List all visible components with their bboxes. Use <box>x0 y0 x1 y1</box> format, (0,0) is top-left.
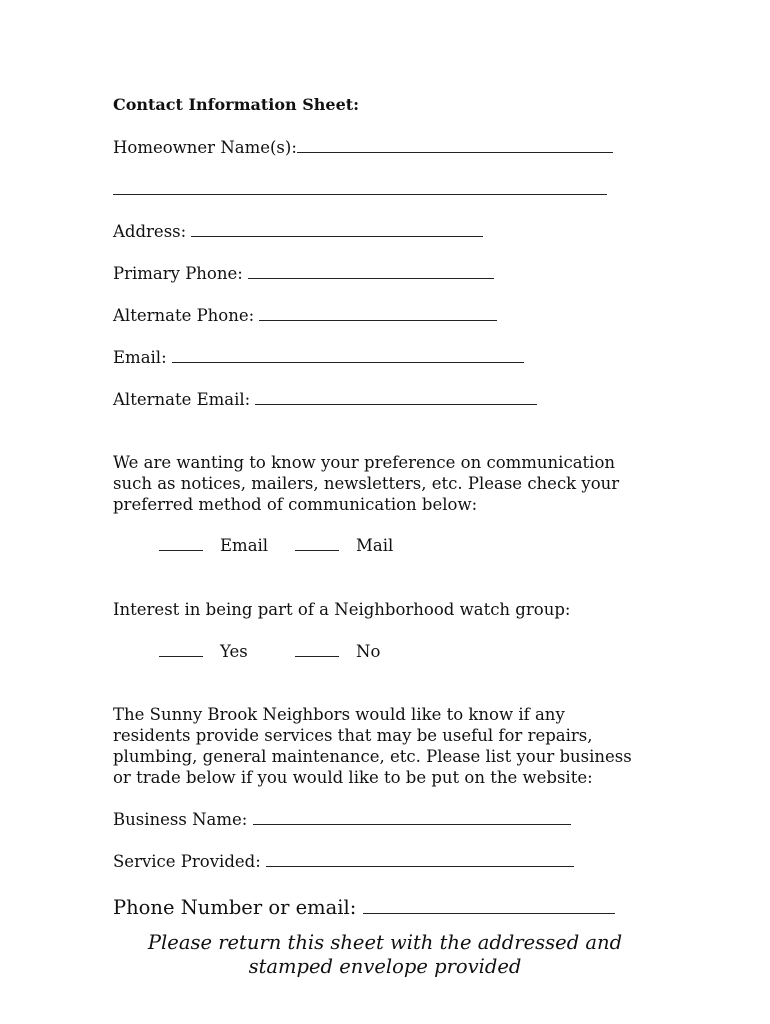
business-name-label: Business Name: <box>113 810 248 829</box>
address-field[interactable] <box>191 222 483 237</box>
return-instructions <box>100 931 670 979</box>
email-checkbox-blank[interactable] <box>159 536 203 551</box>
service-provided-label: Service Provided: <box>113 852 261 871</box>
communication-prompt-line: We are wanting to know your preference on communication <box>113 453 616 472</box>
homeowner-row-2 <box>113 179 607 200</box>
return-instructions-line: stamped envelope provided <box>248 955 522 978</box>
homeowner-name-field-2[interactable] <box>113 180 607 195</box>
primary-phone-row <box>113 263 494 284</box>
address-row <box>113 221 483 242</box>
email-field[interactable] <box>172 348 524 363</box>
email-row <box>113 347 524 368</box>
alternate-phone-row <box>113 305 497 326</box>
phone-email-field[interactable] <box>363 897 615 914</box>
yes-checkbox-blank[interactable] <box>159 642 203 657</box>
business-name-field[interactable] <box>253 810 571 825</box>
service-provided-field[interactable] <box>266 852 574 867</box>
business-prompt-line: or trade below if you would like to be put on the website: <box>113 768 593 787</box>
email-option-label: Email <box>220 536 269 555</box>
alternate-email-label: Alternate Email: <box>113 390 251 409</box>
homeowner-name-field[interactable] <box>297 138 613 153</box>
homeowner-row <box>113 137 613 158</box>
business-prompt-line: residents provide services that may be useful for repairs, <box>113 726 593 745</box>
page-title: Contact Information Sheet: <box>113 95 360 114</box>
primary-phone-label: Primary Phone: <box>113 264 243 283</box>
return-instructions-line: Please return this sheet with the addressed and <box>147 931 623 954</box>
communication-prompt-line: such as notices, mailers, newsletters, etc. Please check your <box>113 474 620 493</box>
email-label: Email: <box>113 348 167 367</box>
yes-option-label: Yes <box>220 642 248 661</box>
alternate-email-row <box>113 389 537 410</box>
watch-prompt: Interest in being part of a Neighborhood watch group: <box>113 600 571 619</box>
homeowner-label: Homeowner Name(s): <box>113 138 297 157</box>
address-label: Address: <box>113 222 187 241</box>
business-name-row <box>113 809 571 830</box>
alternate-phone-label: Alternate Phone: <box>113 306 255 325</box>
alternate-email-field[interactable] <box>255 390 537 405</box>
business-prompt-line: plumbing, general maintenance, etc. Please list your business <box>113 747 632 766</box>
business-prompt <box>113 704 673 788</box>
phone-email-row <box>113 896 615 920</box>
mail-option-label: Mail <box>356 536 394 555</box>
communication-prompt-line: preferred method of communication below: <box>113 495 478 514</box>
mail-checkbox-blank[interactable] <box>295 536 339 551</box>
no-checkbox-blank[interactable] <box>295 642 339 657</box>
alternate-phone-field[interactable] <box>259 306 497 321</box>
no-option-label: No <box>356 642 381 661</box>
business-prompt-line: The Sunny Brook Neighbors would like to know if any <box>113 705 565 724</box>
communication-prompt <box>113 452 673 515</box>
phone-email-label: Phone Number or email: <box>113 896 357 919</box>
primary-phone-field[interactable] <box>248 264 494 279</box>
service-provided-row <box>113 851 574 872</box>
